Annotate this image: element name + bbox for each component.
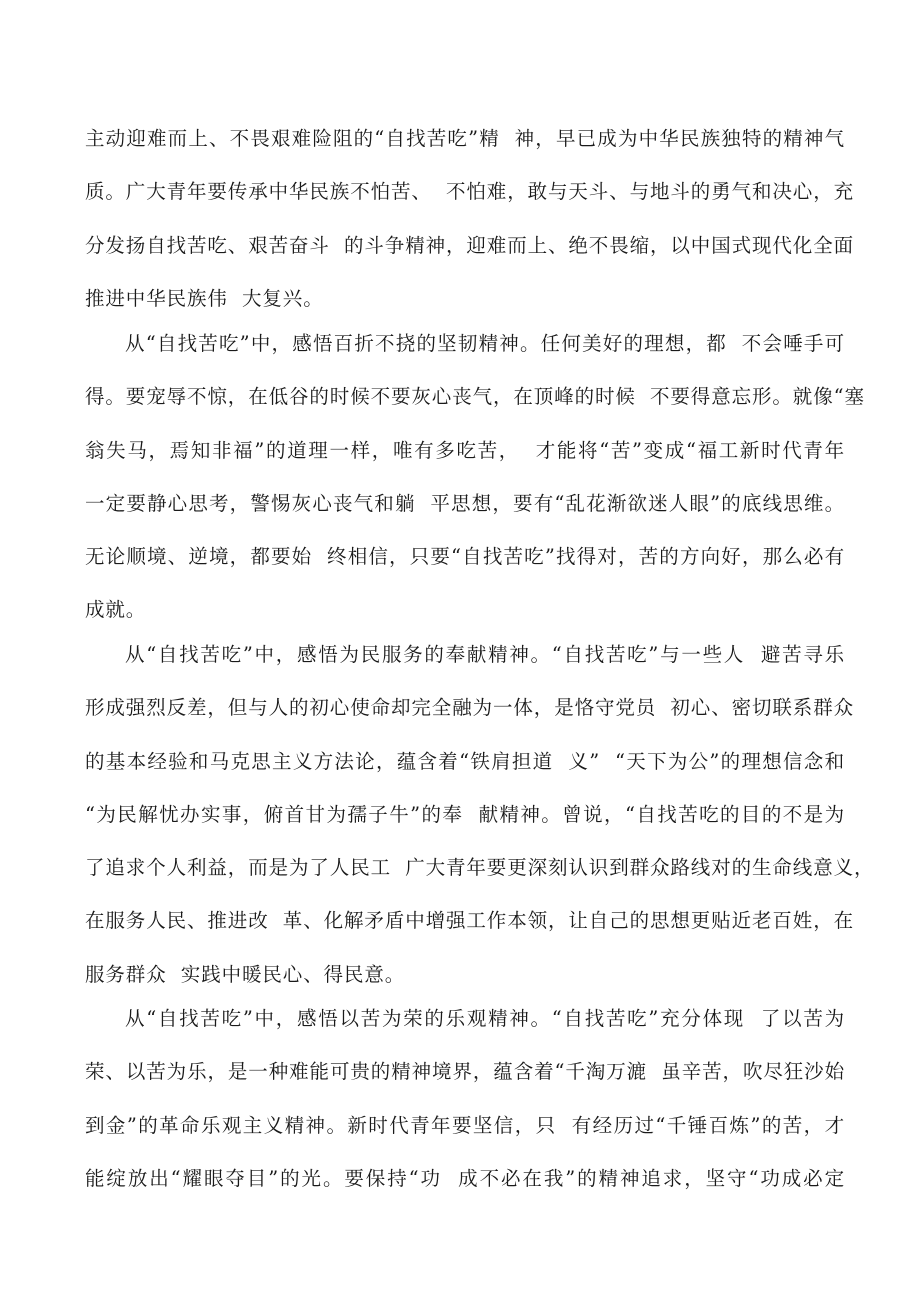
text-line: 成就。 [85,598,147,622]
text-line: 能绽放出“耀眼夺目”的光。要保持“功 成不必在我”的精神追求，坚守“功成必定 [85,1166,845,1190]
text-line: 质。广大青年要传承中华民族不怕苦、 不怕难，敢与天斗、与地斗的勇气和决心，充 [85,180,854,204]
text-line: 推进中华民族伟 大复兴。 [85,286,324,310]
text-line: 无论顺境、逆境，都要始 终相信，只要“自找苦吃”找得对，苦的方向好，那么必有 [85,545,845,569]
text-line: 在服务人民、推进改 革、化解矛盾中增强工作本领，让自己的思想更贴近老百姓，在 [85,909,854,933]
text-line: “为民解忧办实事，俯首甘为孺子牛”的奉 献精神。曾说，“自找苦吃的目的不是为 [85,802,845,826]
paragraph-optimism [85,992,845,1205]
text-line: 荣、以苦为乐，是一种难能可贵的精神境界，蕴含着“千淘万漉 虽辛苦，吹尽狂沙始 [85,1060,845,1084]
text-line: 从“自找苦吃”中，感悟以苦为荣的乐观精神。“自找苦吃”充分体现 了以苦为 [125,1007,845,1030]
text-line: 形成强烈反差，但与人的初心使命却完全融为一体，是恪守党员 初心、密切联系群众 [85,696,854,720]
text-line: 服务群众 实践中暖民心、得民意。 [85,962,406,986]
text-line: 到金”的革命乐观主义精神。新时代青年要坚信，只 有经历过“千锤百炼”的苦，才 [85,1113,845,1137]
text-line: 主动迎难而上、不畏艰难险阻的“自找苦吃”精 神，早已成为中华民族独特的精神气 [85,127,845,150]
text-line: 了追求个人利益，而是为了人民工 广大青年要更深刻认识到群众路线对的生命线意义， [85,856,875,880]
paragraph-continuation [85,112,854,325]
text-line: 一定要静心思考，警惕灰心丧气和躺 平思想，要有“乱花渐欲迷人眼”的底线思维。 [85,491,845,515]
text-line: 分发扬自找苦吃、艰苦奋斗 的斗争精神，迎难而上、绝不畏缩，以中国式现代化全面 [85,233,854,257]
text-line: 的基本经验和马克思主义方法论，蕴含着“铁肩担道 义” “天下为公”的理想信念和 [85,749,845,773]
paragraph-service [85,628,875,1001]
text-line: 翁失马，焉知非福”的道理一样，唯有多吃苦， 才能将“苦”变成“福工新时代青年 [85,438,845,462]
text-line: 从“自找苦吃”中，感悟为民服务的奉献精神。“自找苦吃”与一些人 避苦寻乐 [125,643,845,666]
text-line: 得。要宠辱不惊，在低谷的时候不要灰心丧气，在顶峰的时候 不要得意忘形。就像“塞 [85,385,865,409]
text-line: 从“自找苦吃”中，感悟百折不挠的坚韧精神。任何美好的理想，都 不会唾手可 [125,332,845,355]
paragraph-resilience [85,317,865,637]
